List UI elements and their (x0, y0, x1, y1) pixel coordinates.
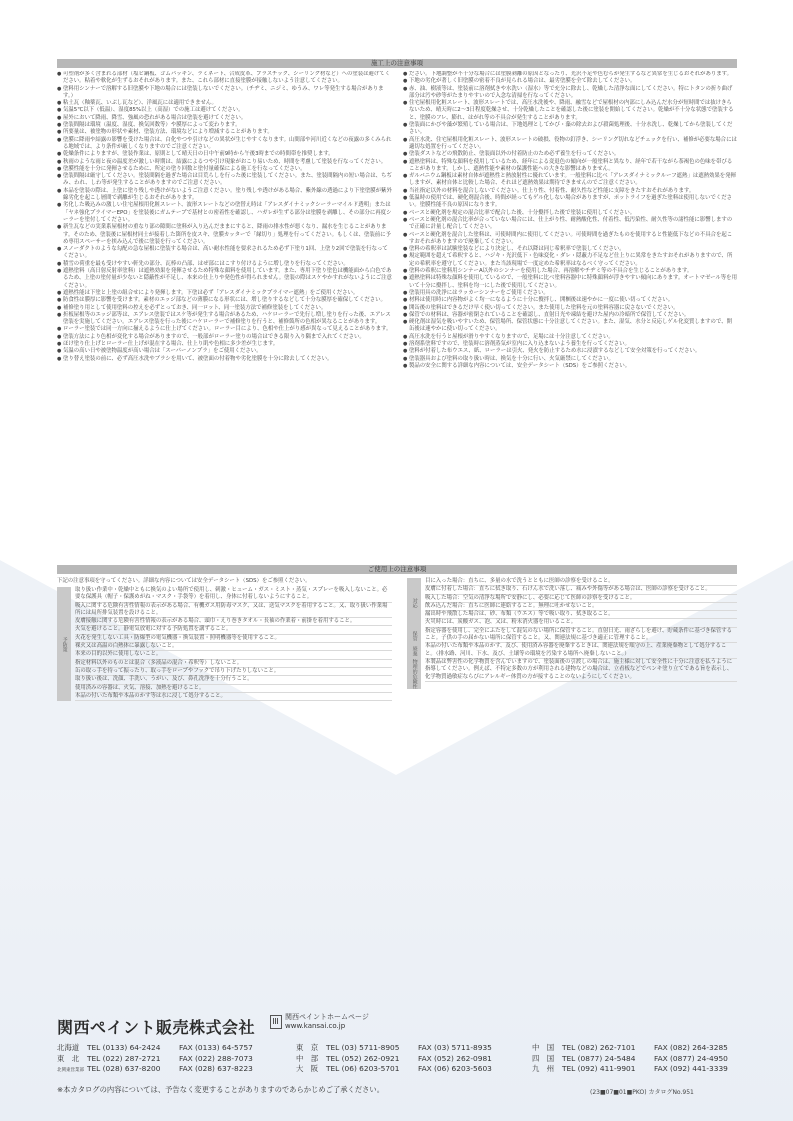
office-row (532, 1054, 728, 1065)
construction-note-item: ● 折板屋根等のエッジ部等は、エアレス塗装ではスケ等が発生する場合があるため、ハケローラーで先行し増し塗りを行った後、エアレス塗装を実施してください。エアレス塗装を行った後にハケローラーで補修塗りを行うと、補修箇所の色相が異なることがあります。 (57, 312, 393, 327)
construction-note-item: ● 保管での材料は、容器が密閉されていることを確認し、直射日光や凍結を避けた屋内の冷暗所で保管してください。 (403, 312, 737, 319)
construction-note-item: ● 秋雨のような雨と夜の温度差が激しい時期は、結露によるつや引け現象がおこり易いため、時間を考慮して塗装を行なってください。 (57, 159, 393, 166)
office-tel: TEL (0133) 64-2424 (87, 1043, 161, 1052)
construction-note-item: ● 劣化した吸込みの激しい住宅屋根用化粧スレート、波形スレートなどの塗替え時は「アレスダイナミックシーラーマイルド透明」または「ヤネ強化プライマーEPO」を塗装後にガムテープで基材との密着性を確認し、ハガレが生ずる部分は塗膜を剥離し、その部分に再度シーラーを塗付してください。 (57, 202, 393, 224)
construction-note-item: ● 防食性は膜厚に影響を受けます。素材のエッジ部などの薄膜になる形状には、増し塗りするなどして十分な膜厚を確保してください。 (57, 297, 393, 304)
construction-note-item: ● ださい。下地調整が不十分な場合には塗膜剥離の原因となったり、光沢不足や色むらが発生するなど異常を生じるおそれがあります。 (403, 71, 737, 78)
office-fax: FAX (082) 264-3285 (654, 1043, 728, 1052)
construction-note-item: ● ほけ塗り仕上げとローラー仕上げが混在する場合、仕上り肌や色相に多少差が生じます。 (57, 341, 393, 348)
usage-line: 漏出時や飛散した場合は、砂、布類（ウエス）等で吸い取り、拭き取ること。 (425, 611, 737, 619)
construction-note-item: ● 高圧水洗を行うと屋根が滑りやすくなりますので、足場には十分注意してください。 (403, 334, 737, 341)
office-row (532, 1064, 728, 1075)
office-row (57, 1043, 253, 1054)
construction-note-item: ● 新生瓦などの実業系屋根材の重なり部の隙間に塗料が入り込んだままにすると、降雨の排水性が悪くなり、漏水を生じることがあります。そのため、塗装後に屋根材同士が接着した箇所を皮スキ、塗膜カッターで「縁切り」処理を行ってください。もしくは、塗装前に予め専用スペーサーを挟み込んで後に塗装を行ってください。 (57, 224, 393, 246)
disclaimer-note: ※本カタログの内容については、予告なく変更することがありますのであらかじめご了承ください。 (57, 1085, 385, 1094)
office-fax: FAX (06) 6203-5603 (418, 1064, 492, 1074)
usage-line: 吸入に関する危険有害性情報の表示がある場合、有機ガス用防毒マスク、又は、送気マスクを着用すること。又、取り扱い作業場所には局所排気装置を設けること。 (75, 603, 392, 619)
construction-note-item: ● ガルバニウム鋼板は素材自体が遮熱性と熱放射性に優れています。一般塗料に比べ「アレスダイナミックルーフ遮熱」は遮熱効果を発揮しますが、素材自体と比較した場合、それほど遮熱効果は期待できませんのでご注意ください。 (403, 173, 737, 188)
construction-note-item: ● 製品の安全に関する詳細な内容については、安全データシート（SDS）をご参照ください。 (403, 363, 737, 370)
usage-line: 本製品は弊害性の化学物質を含んでいますので、塗装面後の引渡しの場合は、施主様に対して安全性に十分に注意を払うように指導してください。例えば、不特定多数の方が利用される建物などの場合は、立看板などでペンキ塗り立てである旨を表示し、化学物質過敏症ならびにアレルギー体質の方が接することのないようにしてください。 (425, 659, 737, 682)
office-name: 中 国 (532, 1043, 555, 1052)
construction-note-item: ● 本品を塗装の際は、上塗に塗り残しや透けがないようご注意ください。塗り残しや透けがある場合、紫外線の透過により下塗塗膜が紫外線劣化を起こし層間で剥離が生じるおそれがあります。 (57, 188, 393, 203)
construction-note-item: ● 材料は使用時に内容物がよく均一になるように十分に攪拌し、開梱後は速やかに一度に使い切ってください。 (403, 297, 737, 304)
office-fax: FAX (0133) 64-5757 (179, 1043, 253, 1052)
office-name: 九 州 (532, 1064, 555, 1074)
construction-note-item: ● 気温5℃以下（低温）、湿度85%以上（高湿）での施工は避けてください。 (57, 107, 393, 114)
construction-note-item: ● 粘土瓦（釉薬瓦、いぶし瓦など）、洋風瓦には適用できません。 (57, 100, 393, 107)
construction-note-item: ● 遮熱塗料は、特殊な顔料を使用しているため、経年による変退色の傾向が一般塗料と異なり、経年で若干ながら茶褐色の色味を帯びることがあります。しかし、遮熱性能や素材の保護性能への大きな影響はありません。 (403, 159, 737, 174)
usage-group-lines (421, 578, 737, 628)
office-name: 北海道 (57, 1043, 80, 1052)
usage-category-label: 保管 (407, 628, 421, 644)
construction-note-item: ● ローラー塗装では同一方向に揃えるように仕上げてください。ローラー目により、色相や仕上がり感が異なって見えることがあります。 (57, 326, 393, 333)
office-name: 大 阪 (296, 1064, 319, 1074)
construction-note-item: ● 気温の高い日や被塗物温度が高い場合は「スーパーノンプラ」をご使用ください。 (57, 348, 393, 355)
construction-note-item: ● 遮熱塗料（高日射反射率塗料）は遮熱効果を発揮させるため特殊な顔料を使用しています。また、専用下塗り塗色は機能面から白色であるため、上塗の塗付量が少ないと隠蔽性が不足し、本来の仕上りや発色性が得られません。塗装の際はスケやかすれがないようにご注意ください。 (57, 268, 393, 290)
construction-note-item: ● スノーダクトのような勾配の急な屋根に塗装する場合は、高い耐水性能を要求されるため必ず下塗り1回、上塗り2回で塗装を行なってください。 (57, 246, 393, 261)
construction-note-item: ● 塗装器具および塗料の取り扱い時は、換気を十分に行い、火気厳禁にしてください。 (403, 356, 737, 363)
office-row (57, 1054, 253, 1065)
usage-line: 使用済みの容器は、火気、溶接、加熱を避けること。 (75, 685, 392, 693)
office-row (296, 1054, 492, 1065)
office-tel: TEL (03) 5711-8905 (326, 1043, 400, 1052)
construction-note-item: ● 塗装方法により色相が変化する場合がありますので、一般部がローラー塗りの場合はできる限り入り隅まで入れてください。 (57, 334, 393, 341)
usage-prevention-lines (71, 587, 392, 701)
construction-note-item: ● 塗り替え塗装の前に、必ず高圧水洗やブラシを用いて、被塗面の付着物や劣化塗膜を十分に除去してください。 (57, 356, 393, 363)
construction-note-item: ● 塗料の希釈率は試験塗装などにより決定し、それ以降は同じ希釈率で塗装してください。 (403, 246, 737, 253)
usage-line: 取り扱い後は、洗顔、手洗い、うがい、及び、鼻孔洗浄を十分行うこと。 (75, 676, 392, 684)
usage-notes (57, 576, 737, 744)
construction-notes-right (403, 71, 737, 559)
homepage-url[interactable]: www.kansai.co.jp (285, 1022, 346, 1030)
usage-line: 指定材料以外のものとは混合（多液品の混合・希釈等）しないこと。 (75, 660, 392, 668)
homepage-info (285, 1013, 369, 1031)
construction-note-item: ● 低温時の使用では、硬化剤混合後、時間が経ってもゲル化しない場合がありますが、ポットライフを過ぎた塗料は使用しないでください。塗膜性能不良の原因になります。 (403, 195, 737, 210)
usage-line: 火災時には、炭酸ガス、泡、又は、粉末消火器を用いること。 (425, 619, 737, 627)
office-fax: FAX (022) 288-7073 (179, 1053, 253, 1063)
usage-group (407, 659, 737, 689)
construction-note-item: ● ベースと硬化剤の混合比率が合っていない場合には、仕上がり性、耐熱酸化性、付着性、低汚染性、耐久性等の諸性能に影響しますので正確に計量し配合してください。 (403, 217, 737, 232)
office-tel: TEL (0877) 24-5484 (562, 1053, 636, 1063)
office-tel: TEL (092) 411-9901 (562, 1064, 636, 1074)
office-name: 四 国 (532, 1053, 555, 1063)
usage-category-label: 廃棄 (407, 643, 421, 659)
usage-line: 本品の付いた布類や本品のかす等は水に浸して処分すること。 (75, 693, 392, 701)
construction-note-item: ● 積雪の荷重を最も受けやすい軒先の部分、瓦棒の凸部、はぜ部にはこすり付けるように増し塗りを行なってください。 (57, 261, 393, 268)
office-tel: TEL (022) 287-2721 (87, 1053, 161, 1063)
construction-note-item: ● 塗装間隔は厳守してください。塗装間隔を過ぎた場合は目荒らしを行った後に塗装してください。また、塗装間隔内の短い場合は、ちぢみ、われ、しわ等が発生することがありますのでご注意ください。 (57, 173, 393, 188)
construction-note-item: ● 硬化剤は湿気を吸いやすいため、保管場所、保管状態に十分注意してください。また、湿気、水分と反応しゲル化変質しますので、開缶後は速やかに使い切ってください。 (403, 319, 737, 334)
usage-category-label: 物理的危険性 (407, 659, 421, 689)
construction-note-item: ● 塗膜性能を十分に発揮させるために、所定の塗り回数と塗付量確保による施工を行なってください。 (57, 166, 393, 173)
usage-line: 皮膚接触に関する危険有害性情報の表示がある場合、頭巾・えり巻きタオル・長袖の作業着・前掛を着用すること。 (75, 618, 392, 626)
construction-note-item: ● 赤、油、樹液等は、塗装前に溶剤拭きや水洗い（湿水）等で充分に除去し、乾燥した清浄な面にしてください。特にトタンの折り曲げ部分は汚や砂等がたまりやすいので入念な清掃を行なってください。 (403, 86, 737, 101)
usage-line: 指定容器を使用し、完全にふたをして混気のない場所に保管すること。直射日光、雨ざらしを避け、貯蔵条件に基づき保管すること。子供の手の届かない場所に保管すること。又、関連法規に基づき適正に管理すること。 (425, 628, 737, 644)
construction-note-item: ● 遮熱性能は下塗と上塗の組合せにより発揮します。下塗は必ず「アレスダイナミックプライマー遮熱」をご使用ください。 (57, 290, 393, 297)
usage-line: 火気を避けること。静電気放電に対する予防処置を講ずること。 (75, 626, 392, 634)
office-name: 北関東営業部 (57, 1068, 84, 1074)
construction-section-title: 施工上の注意事項 (57, 59, 737, 68)
office-tel: TEL (06) 6203-5701 (326, 1064, 400, 1074)
construction-note-item: ● 住宅屋根用化粧スレート、波形スレートでは、高圧水洗後や、降雨、融雪などで屋根材の内部にしみ込んだ水分が短時間では抜けきらないため、晴天時に2〜3日程度乾燥させ、十分乾燥したことを確認した後に塗装を開始してください。乾燥が不十分な状態で塗装すると、塗膜のフレ、膨れ、はがれ等の不具合が発生することがあります。 (403, 100, 737, 122)
usage-line: 缶の取っ手を持って振ったり、取っ手をロープやフックで吊り下げたりしないこと。 (75, 668, 392, 676)
office-fax: FAX (092) 441-3339 (654, 1064, 728, 1074)
office-row (296, 1064, 492, 1075)
usage-line: 目に入った場合：直ちに、多量の水で洗うとともに医師の診察を受けること。 (425, 578, 737, 586)
construction-note-item: ● 塗膜に降雨や結露の影響を受けた場合は、白化やつや引けなどの異状が生じやすくなります。山間部や河川近くなどの夜露の多くみられる地域では、より条件が厳しくなりますのでご注意ください。 (57, 137, 393, 152)
office-name: 東 京 (296, 1043, 319, 1052)
usage-section-title: ご使用上の注意事項 (57, 565, 737, 574)
construction-note-item: ● 塗装ダストなどの飛散防止、塗装面以外の付着防止のため必ず養生を行ってください。 (403, 151, 737, 158)
office-row (57, 1064, 253, 1077)
construction-note-item: ● ベースと硬化剤を混合した塗料は、可使時間内に使用してください。可使時間を過ぎたものを使用すると性能低下などの不具合を起こすおそれがありますので廃棄してください。 (403, 232, 737, 247)
construction-note-item: ● 屋外において降雨、降雪、強風の恐れがある場合は塗装を避けてください。 (57, 115, 393, 122)
usage-category-label: 予防策 (57, 587, 71, 701)
construction-note-item: ● 開缶後の塗料はできるだけ早く使い切ってください。また使用した塗料を元の塗料容器に戻さないでください。 (403, 305, 737, 312)
office-row (296, 1043, 492, 1054)
usage-intro: 下記の注意事項を守ってください。詳細な内容については安全データシート（SDS）をご参照ください。 (57, 578, 311, 584)
office-name: 中 部 (296, 1053, 319, 1063)
construction-note-item: ● 所要量は、被塗物の形状や素材、塗装方法、環境などにより増減することがあります。 (57, 129, 393, 136)
construction-note-item: ● 当社指定以外の材料を混合しないでください。仕上り性、付着性、耐久性など性能に支障をきたすおそれがあります。 (403, 188, 737, 195)
usage-group (407, 578, 737, 628)
usage-line: 取り扱い作業中・乾燥中ともに換気のよい場所で使用し、刺激・ヒューム・ガス・ミスト・蒸気・スプレーを吸入しないこと。必要な保護具（帽子・保護めがね・マスク・手袋等）を着用し、身体に付着しないようにすること。 (75, 587, 392, 603)
usage-response-block (407, 578, 737, 689)
office-fax: FAX (028) 637-8223 (179, 1064, 253, 1074)
office-name: 東 北 (57, 1053, 80, 1063)
construction-note-item: ● 高圧水洗、住宅屋根用化粧スレート、波形スレートの破損、役物の釘浮き、シーリング切れなどチェックを行い、補修が必要な場合には適切な処置を行ってください。 (403, 137, 737, 152)
usage-line: 本来の目的以外に使用しないこと。 (75, 651, 392, 659)
construction-note-item: ● 乾燥条件によりますが、塗装作業は、原則として晴天日の日中午前9時から午後3時までの時間帯を推奨します。 (57, 151, 393, 158)
construction-note-item: ● 規定範囲を超えて希釈すると、ハジキ・光沢低下・色味変化・ダレ・隠蔽力不足など仕上りに異常をきたすおそれがありますので、所定の希釈率を遵守してください。また当該現場で一度定めた希釈率はなるべく守ってください。 (403, 253, 737, 268)
construction-note-item: ● 塗装用具の洗浄にはラッカーシンナーをご使用ください。 (403, 290, 737, 297)
office-tel: TEL (028) 637-8200 (87, 1064, 161, 1074)
qr-code-icon (270, 1015, 282, 1029)
usage-line: 本品の付いた布類や本品のかす、及び、使用済み容器を廃棄するときは、関連法規を順守の上、産業廃棄物として処分すること。（排水路、河川、下水、及び、土壌等の環境を汚染する場所へ廃棄しないこと。） (425, 643, 737, 659)
usage-line: 裸火又は高温の白熱体に暴露しないこと。 (75, 643, 392, 651)
usage-group (407, 628, 737, 644)
office-fax: FAX (03) 5711-8935 (418, 1043, 492, 1052)
usage-category-label: 対応 (407, 578, 421, 628)
construction-note-item: ● 塗料用シンナーで溶解する旧塗膜や下地の場合には塗装しないでください。（チヂミ、ニジミ、ゆうみ、ワレ等発生する場合があります。） (57, 86, 393, 101)
construction-note-item: ● 補修塗り用として使用塗料の控えを必ずとっておき、同一ロット、同一塗装方法で補修塗装をしてください。 (57, 305, 393, 312)
usage-group-lines (421, 643, 737, 659)
usage-line: 吸入した場合：空気の清浄な場所で安静にし、必要に応じて医師の診察を受けること。 (425, 595, 737, 603)
construction-note-item: ● ベースと硬化剤を規定の混合比率で配合した後、十分攪拌した後で塗装に使用してください。 (403, 210, 737, 217)
construction-note-item: ● 塗装面にかびや藻が繁殖している場合は、下地処理としてかび・藻の除去および殺菌処理後、十分水洗し、乾燥してから塗装してください。 (403, 122, 737, 137)
usage-group-lines (421, 659, 737, 689)
construction-note-item: ● 溶剤系塗料ですので、塗装時に溶剤蒸気が室内に入り込まないよう養生を行ってください。 (403, 341, 737, 348)
usage-prevention-block (57, 587, 392, 701)
office-tel: TEL (082) 262-7101 (562, 1043, 636, 1052)
usage-line: 火花を発生しない工具・防爆型の電気機器・換気装置・照明機器等を使用すること。 (75, 635, 392, 643)
office-list-column (532, 1043, 728, 1075)
usage-line: 飲み込んだ場合：直ちに医師に連絡すること。無理に吐かせないこと。 (425, 603, 737, 611)
construction-note-item: ● 遮熱塗料は特殊な顔料を使用しているので、一般塗料に比べ塗料容器中に特殊顔料が浮きやすい傾向にあります。オートマゼール等を用いて十分に攪拌し、塗料を均一にした後で使用してください。 (403, 275, 737, 290)
office-tel: TEL (052) 262-0921 (326, 1053, 400, 1063)
homepage-label: 関西ペイントホームページ (285, 1013, 369, 1021)
construction-note-item: ● 塗料の希釈に塗料用シンナーA以外のシンナーを使用した場合、再溶解やチヂミ等の不具合を生じることがあります。 (403, 268, 737, 275)
construction-note-item: ● 塗装間隔は環境（温度、湿度、換気回数等）や膜厚によって変わります。 (57, 122, 393, 129)
office-list-column (296, 1043, 492, 1075)
usage-group (407, 643, 737, 659)
office-row (532, 1043, 728, 1054)
office-fax: FAX (0877) 24-4950 (654, 1053, 728, 1063)
construction-notes-left (57, 71, 393, 559)
office-fax: FAX (052) 262-0981 (418, 1053, 492, 1063)
company-name: 関西ペイント販売株式会社 (57, 1018, 256, 1037)
catalog-number: (23■07■01■PKO) カタログNo.951 (590, 1089, 694, 1096)
usage-group-lines (421, 628, 737, 644)
usage-line: 皮膚に付着した場合：直ちに拭き取り、石けん水で洗い落し、痛みや外傷等がある場合は、医師の診察を受けること。 (425, 586, 737, 594)
construction-note-item: ● 可塑剤が多く含まれる部材（塩ビ鋼板、ゴムパッキン、ラミネート、合成皮革、プラスチック、シーリング材など）への塗装は避けてください。粘着や軟化が生ずるおそれがあります。また、これら部材に直接塗膜が接触しないよう注意してください。 (57, 71, 393, 86)
construction-note-item: ● 塗料が付着した布ウエス、紙、ローラーは引火、発火を防止するため水に浸漬するなどして安全対策を行ってください。 (403, 348, 737, 355)
construction-note-item: ● 下地の劣化が著しく旧塗膜の密着不良が見られる場合は、最劣塗膜を全て除去してください。 (403, 78, 737, 85)
office-list-column (57, 1043, 253, 1077)
